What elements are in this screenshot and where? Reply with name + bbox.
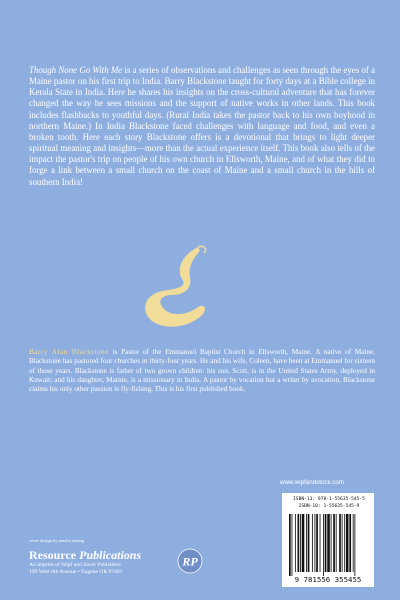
barcode-bar: [308, 514, 310, 572]
isbn-10: ISBN-10: 1-55635-545-9: [298, 504, 360, 509]
swirl-ornament-icon: [138, 243, 224, 333]
barcode-bar: [342, 514, 343, 572]
bio-text: is Pastor of the Emmanuel Baptist Church in Ellsworth, Maine. A native of Maine, Blackstone has pastored four churches in thirty-four years. He and his wife, Coleen, have been at Emmanuel for sixteen of those years. Blackstone is father of two grown children: his son, Scott, is in the United States Army, deployed in Kuwait; and his daughter, Marnie, is a missionary in India. A pastor by vocation but a writer by avocation, Blackstone claims his only other passion is fly-fishing. This is his first published book.: [29, 348, 375, 394]
barcode-bar: [333, 514, 335, 572]
barcode-bar: [312, 514, 313, 572]
barcode-bar: [344, 514, 345, 572]
author-name: Barry Alan Blackstone: [29, 348, 109, 356]
barcode-bar: [323, 514, 324, 576]
barcode-bar: [349, 514, 351, 572]
barcode-bar: [315, 514, 316, 572]
publisher-website: www.wipfandstock.com: [280, 479, 344, 486]
svg-text:RP: RP: [182, 554, 198, 569]
barcode-bar: [298, 514, 300, 572]
barcode-bar: [327, 514, 330, 572]
isbn-barcode: [282, 493, 374, 587]
book-title: Though None Go With Me: [29, 65, 123, 75]
barcode-bar: [331, 514, 332, 572]
book-description: [29, 65, 375, 188]
publisher-logo-icon: [177, 548, 203, 574]
barcode-bar: [306, 514, 307, 572]
barcode-bar: [289, 514, 291, 576]
barcode-bars: [289, 514, 355, 576]
barcode-bar: [325, 514, 327, 572]
barcode-bar: [300, 514, 301, 572]
description-text: is a series of observations and challenges as seen through the eyes of a Maine pastor on his first trip to India. Barry Blackstone taught for forty days at a Bible college in Kerala State in India. Here he shares his insights on the cross-cultural adventure that has forever changed the way he sees missions and the support of native works in other lands. This book includes flashbacks to youthful days. (Rural India takes the pastor back to his own boyhood in northern Maine.) In India Blackstone faced challenges with language and food, and even a broken tooth. Here each story Blackstone offers is a devotional that brings to light deeper spiritual meaning and insights—more than the actual experience itself. This book also tells of the impact the pastor's trip on people of his own church in Ellsworth, Maine, and of what they did to forge a link between a small church on the coast of Maine and a small church in the hills of southern India!: [29, 65, 375, 187]
barcode-bar: [320, 514, 321, 572]
isbn-13: ISBN-13: 978-1-55635-545-5: [293, 497, 365, 502]
cover-credit: cover design by amelia reising: [29, 538, 84, 543]
barcode-bar: [339, 514, 341, 572]
publisher-block: [29, 549, 141, 576]
barcode-bar: [292, 514, 293, 576]
barcode-bar: [346, 514, 349, 572]
barcode-bar: [316, 514, 318, 572]
author-bio: [29, 348, 375, 394]
barcode-bar: [302, 514, 305, 572]
barcode-bar: [354, 514, 355, 576]
barcode-bar: [353, 514, 354, 572]
barcode-bar: [295, 514, 296, 572]
publisher-name: Resource Publications: [29, 548, 142, 562]
publisher-imprint: An imprint of Wipf and Stock Publishers: [29, 562, 121, 568]
barcode-graphic: [287, 514, 369, 584]
publisher-address: 199 West 8th Avenue • Eugene OR 97401: [29, 569, 123, 575]
barcode-digits: 9 781556 355455: [294, 575, 362, 584]
barcode-bar: [336, 514, 337, 572]
